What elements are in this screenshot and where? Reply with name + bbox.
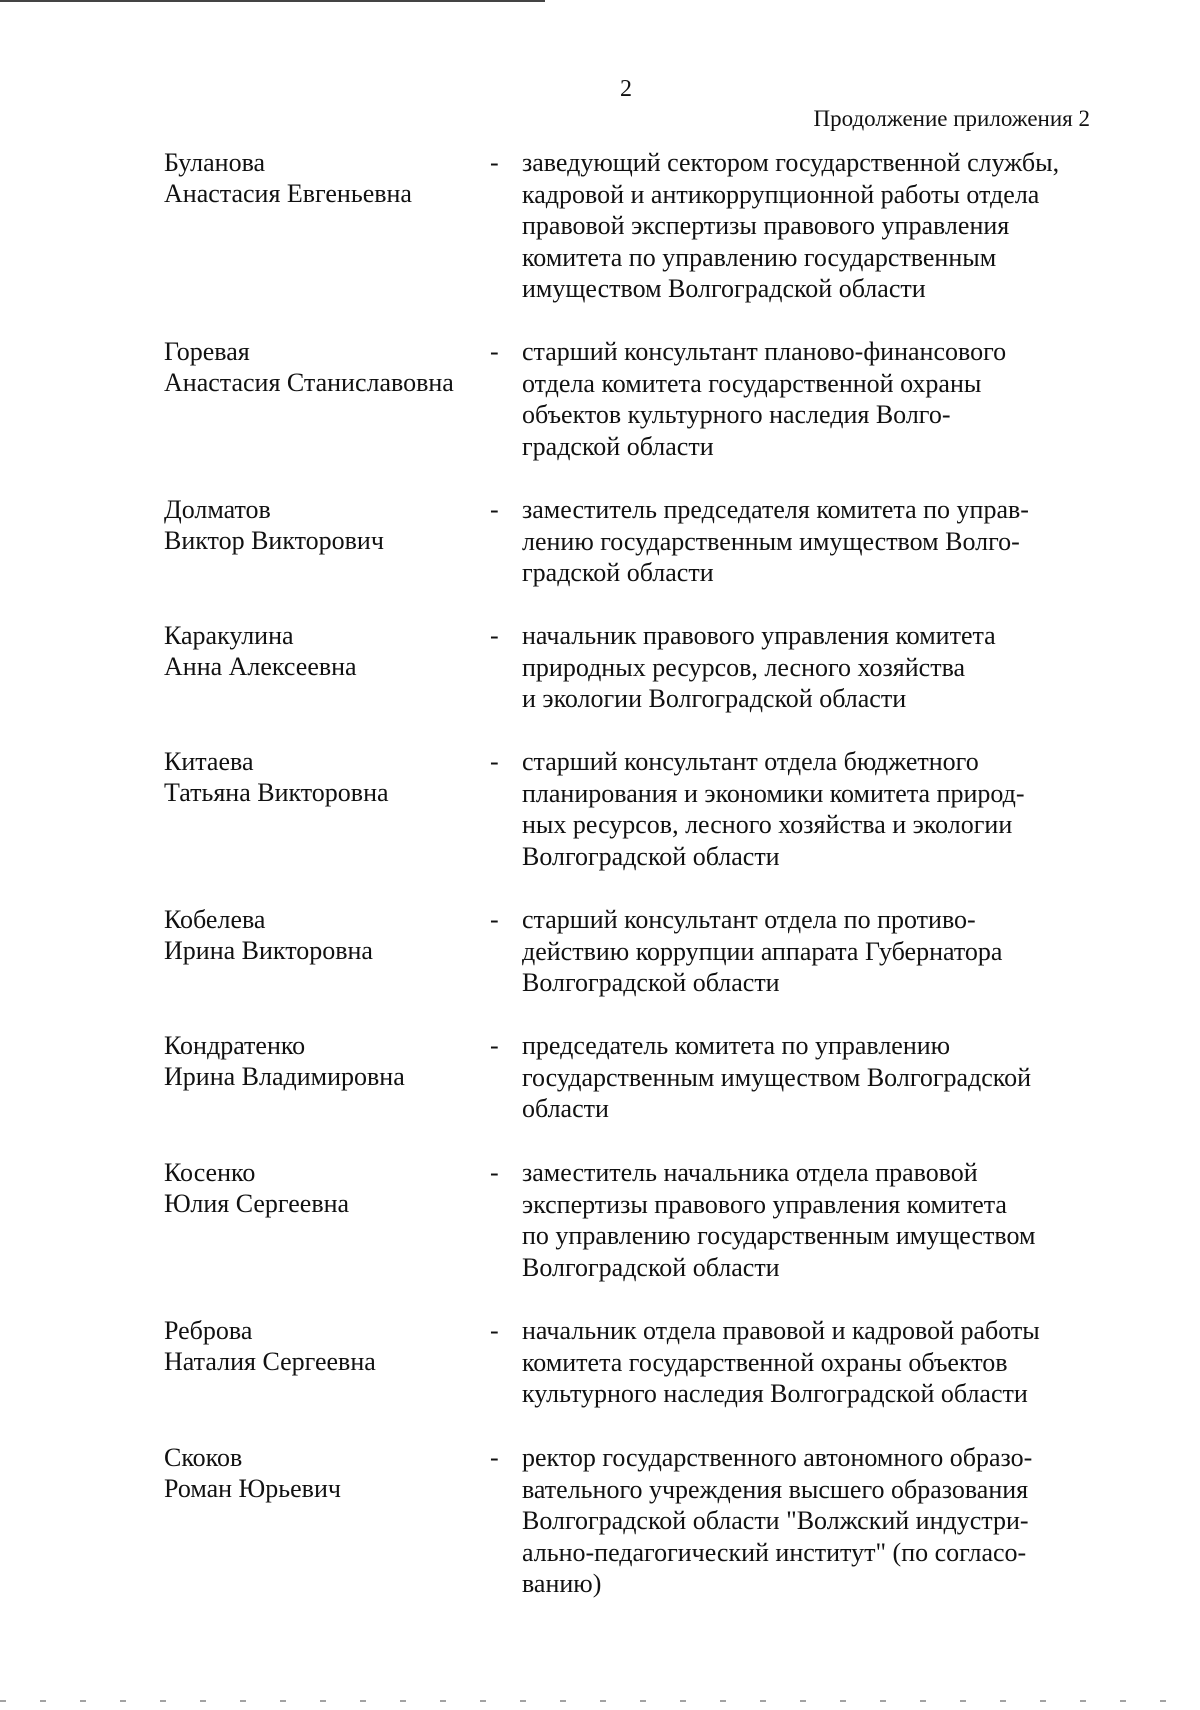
separator-dash: -: [490, 148, 499, 177]
member-given-names: Наталия Сергеевна: [164, 1347, 376, 1376]
member-surname: Кондратенко: [164, 1031, 306, 1060]
member-position: начальник отдела правовой и кадровой работы комитета государственной охраны объектов культурного наследия Волгоградской области: [522, 1316, 1040, 1408]
member-name: [164, 746, 389, 808]
member-surname: Скоков: [164, 1443, 243, 1472]
member-name: [164, 1315, 376, 1377]
member-surname: Косенко: [164, 1158, 256, 1187]
member-given-names: Юлия Сергеевна: [164, 1189, 350, 1218]
member-given-names: Татьяна Викторовна: [164, 778, 389, 807]
member-given-names: Виктор Викторович: [164, 526, 384, 555]
separator-dash: -: [490, 337, 499, 366]
member-given-names: Ирина Владимировна: [164, 1062, 405, 1091]
member-given-names: Анастасия Станиславовна: [164, 368, 454, 397]
page-number: 2: [620, 76, 632, 102]
member-position: заведующий сектором государственной службы, кадровой и антикоррупционной работы отдела правовой экспертизы правового управления комитета по управлению государственным имуществом Волгоградской области: [522, 148, 1060, 303]
member-surname: Долматов: [164, 495, 271, 524]
member-given-names: Роман Юрьевич: [164, 1474, 341, 1503]
member-surname: Каракулина: [164, 621, 294, 650]
member-position: начальник правового управления комитета природных ресурсов, лесного хозяйства и экологии Волгоградской области: [522, 621, 996, 713]
member-name: [164, 1030, 405, 1092]
appendix-continuation-label: Продолжение приложения 2: [813, 106, 1090, 131]
separator-dash: -: [490, 495, 499, 524]
member-position: заместитель начальника отдела правовой экспертизы правового управления комитета по управлению государственным имуществом Волгоградской области: [522, 1158, 1036, 1282]
member-surname: Горевая: [164, 337, 250, 366]
member-name: [164, 1157, 349, 1219]
member-name: [164, 336, 454, 398]
member-given-names: Анна Алексеевна: [164, 652, 357, 681]
member-name: [164, 494, 384, 556]
member-name: [164, 147, 412, 209]
member-position: старший консультант планово-финансового отдела комитета государственной охраны объектов культурного наследия Волго- градской области: [522, 337, 1007, 461]
member-position: старший консультант отдела бюджетного планирования и экономики комитета природ- ных ресурсов, лесного хозяйства и экологии Волгоградской области: [522, 747, 1025, 871]
member-position: заместитель председателя комитета по управ- лению государственным имуществом Волго- градской области: [522, 495, 1029, 587]
separator-dash: -: [490, 747, 499, 776]
member-surname: Китаева: [164, 747, 254, 776]
separator-dash: -: [490, 1031, 499, 1060]
separator-dash: -: [490, 1316, 499, 1345]
member-position: председатель комитета по управлению государственным имуществом Волгоградской области: [522, 1031, 1032, 1123]
separator-dash: -: [490, 1158, 499, 1187]
scan-edge-line: [0, 0, 545, 2]
separator-dash: -: [490, 1443, 499, 1472]
member-surname: Реброва: [164, 1316, 253, 1345]
member-name: [164, 1442, 341, 1504]
member-name: [164, 904, 373, 966]
separator-dash: -: [490, 905, 499, 934]
member-given-names: Ирина Викторовна: [164, 936, 373, 965]
member-position: ректор государственного автономного образо- вательного учреждения высшего образования Волгоградской области "Волжский индустри- ально-педагогический институт" (по согласо- ванию): [522, 1443, 1033, 1598]
scan-edge-dots: [0, 1700, 1200, 1702]
member-surname: Буланова: [164, 148, 266, 177]
separator-dash: -: [490, 621, 499, 650]
member-name: [164, 620, 357, 682]
member-surname: Кобелева: [164, 905, 266, 934]
member-given-names: Анастасия Евгеньевна: [164, 179, 412, 208]
member-position: старший консультант отдела по противо- действию коррупции аппарата Губернатора Волгоградской области: [522, 905, 1003, 997]
